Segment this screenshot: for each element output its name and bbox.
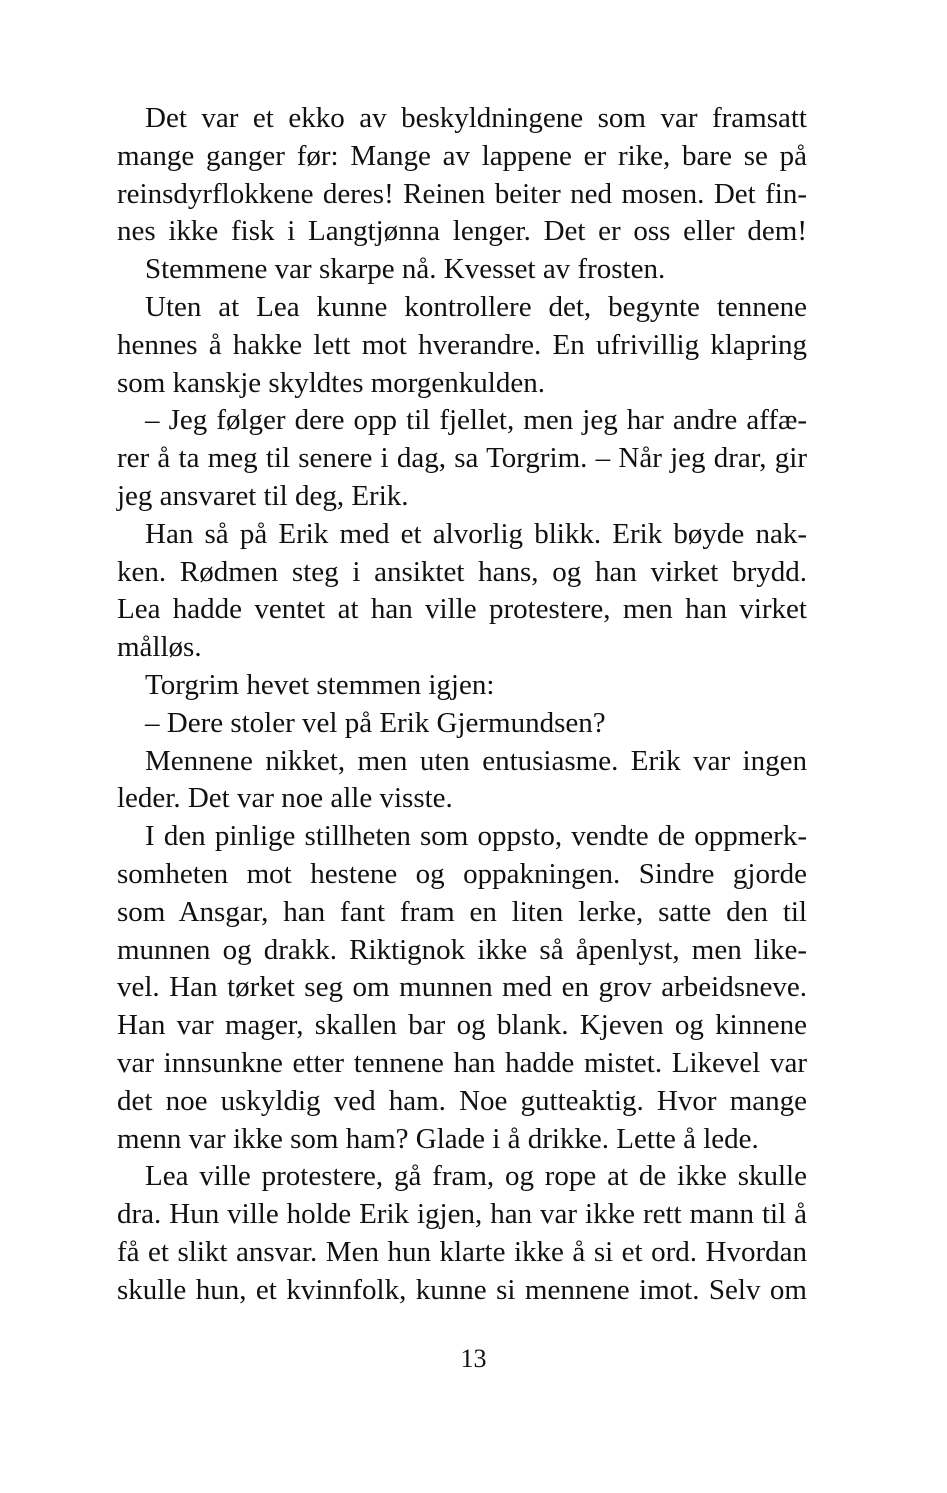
text-line: Det var et ekko av beskyldningene som var framsatt — [145, 102, 807, 134]
text-line: som kanskje skyldtes morgenkulden. — [117, 366, 545, 399]
text-line: ken. Rødmen steg i ansiktet hans, og han virket brydd. — [117, 555, 807, 588]
text-line: rer å ta meg til senere i dag, sa Torgrim. – Når jeg drar, gir — [117, 442, 807, 475]
text-line: reinsdyrflokkene deres! Reinen beiter ned mosen. Det fin- — [117, 177, 807, 210]
page-number: 13 — [460, 1344, 487, 1373]
text-line: munnen og drakk. Riktignok ikke så åpenlyst, men like- — [117, 933, 807, 966]
text-line: Torgrim hevet stemmen igjen: — [145, 668, 495, 701]
text-line: vel. Han tørket seg om munnen med en grov arbeidsneve. — [117, 971, 807, 1004]
text-line: få et slikt ansvar. Men hun klarte ikke å si et ord. Hvordan — [117, 1235, 807, 1268]
text-line: Han så på Erik med et alvorlig blikk. Erik bøyde nak- — [145, 517, 807, 550]
text-line: mange ganger før: Mange av lappene er rike, bare se på — [117, 139, 807, 172]
text-line: somheten mot hestene og oppakningen. Sindre gjorde — [117, 857, 807, 890]
text-line: var innsunkne etter tennene han hadde mistet. Likevel var — [117, 1046, 807, 1079]
text-line: hennes å hakke lett mot hverandre. En ufrivillig klapring — [117, 328, 807, 361]
text-line: menn var ikke som ham? Glade i å drikke. Lette å lede. — [117, 1122, 759, 1155]
text-line: Mennene nikket, men uten entusiasme. Erik var ingen — [145, 744, 807, 777]
text-line: I den pinlige stillheten som oppsto, vendte de oppmerk- — [145, 820, 807, 853]
text-line: Han var mager, skallen bar og blank. Kjeven og kinnene — [117, 1009, 807, 1042]
text-line: som Ansgar, han fant fram en liten lerke, satte den til — [117, 895, 807, 928]
text-line: – Dere stoler vel på Erik Gjermundsen? — [145, 706, 606, 739]
text-line: – Jeg følger dere opp til fjellet, men jeg har andre affæ- — [145, 404, 807, 437]
text-line: Lea hadde ventet at han ville protestere, men han virket — [117, 593, 807, 626]
text-line: Stemmene var skarpe nå. Kvesset av frosten. — [145, 253, 666, 286]
text-line: målløs. — [117, 631, 202, 664]
text-line: det noe uskyldig ved ham. Noe gutteaktig. Hvor mange — [117, 1084, 807, 1117]
text-line: dra. Hun ville holde Erik igjen, han var ikke rett mann til å — [117, 1198, 807, 1231]
text-line: jeg ansvaret til deg, Erik. — [117, 479, 409, 512]
text-line: Lea ville protestere, gå fram, og rope at de ikke skulle — [145, 1160, 807, 1193]
text-line: skulle hun, et kvinnfolk, kunne si mennene imot. Selv om — [117, 1273, 807, 1306]
text-line: leder. Det var noe alle visste. — [117, 782, 453, 815]
body-text — [117, 100, 807, 1310]
text-line: Uten at Lea kunne kontrollere det, begynte tennene — [145, 290, 807, 323]
text-line: nes ikke fisk i Langtjønna lenger. Det er oss eller dem! — [117, 215, 807, 248]
